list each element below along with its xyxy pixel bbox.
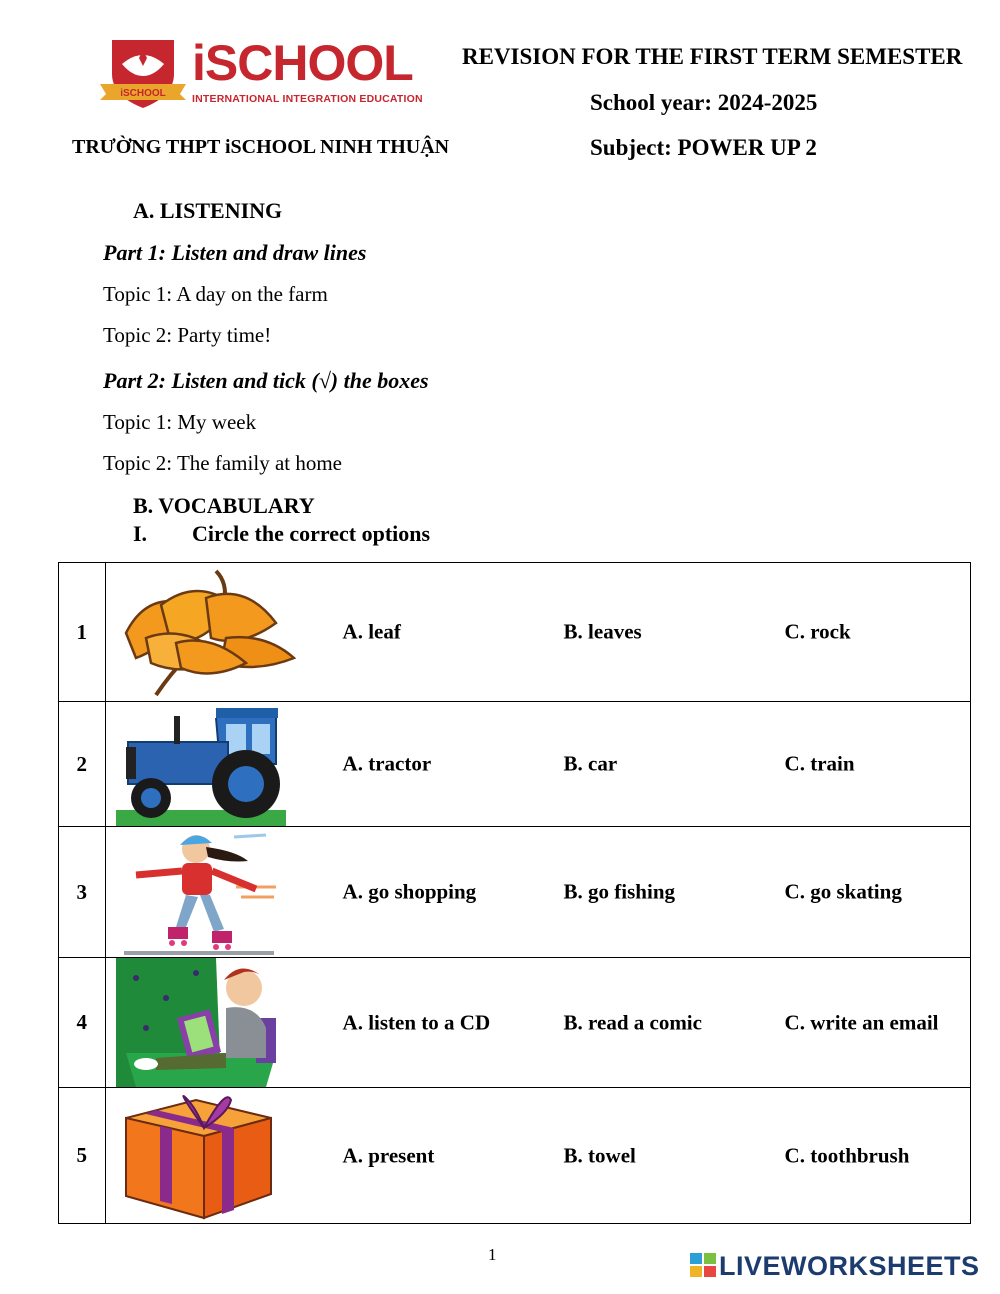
subject-line [590, 135, 817, 161]
option-a[interactable]: A. listen to a CD [342, 1010, 491, 1034]
document-title: REVISION FOR THE FIRST TERM SEMESTER [462, 44, 963, 69]
school-year: School year: 2024-2025 [590, 90, 818, 115]
part1-heading: Part 1: Listen and draw lines [103, 240, 367, 265]
svg-text:iSCHOOL: iSCHOOL [120, 88, 166, 99]
option-a[interactable]: A. go shopping [342, 879, 477, 904]
logo-wordmark: iSCHOOL [192, 35, 413, 91]
question-number: 3 [59, 827, 106, 958]
skater-icon [116, 827, 296, 957]
option-c[interactable]: C. train [784, 751, 855, 776]
liveworksheets-watermark [690, 1251, 980, 1284]
question-number: 2 [59, 702, 106, 827]
part1-topic-1: Topic 1: A day on the farm [103, 282, 328, 306]
option-b[interactable]: B. towel [563, 1143, 636, 1167]
subject-value: : POWER UP 2 [664, 135, 817, 160]
option-b[interactable]: B. go fishing [563, 879, 675, 904]
table-row [59, 563, 971, 702]
table-row [59, 1088, 971, 1224]
part2-topic-2: Topic 2: The family at home [103, 451, 342, 475]
vocabulary-heading: B. VOCABULARY [133, 493, 315, 518]
boy-reading-icon [116, 958, 296, 1087]
exercise-number: I. [133, 521, 148, 546]
option-c[interactable]: C. toothbrush [784, 1143, 910, 1167]
option-b[interactable]: B. car [563, 751, 618, 776]
subject-label: Subject [590, 135, 665, 160]
question-cell [105, 1088, 970, 1224]
crest-icon [100, 36, 190, 116]
option-a[interactable]: A. leaf [342, 619, 401, 644]
school-name: TRƯỜNG THPT iSCHOOL NINH THUẬN [72, 136, 450, 158]
option-c[interactable]: C. write an email [784, 1010, 939, 1034]
question-cell [105, 702, 970, 827]
present-icon [116, 1088, 296, 1223]
option-c[interactable]: C. rock [784, 619, 851, 644]
question-number: 5 [59, 1088, 106, 1224]
listening-heading: A. LISTENING [133, 198, 283, 223]
table-row [59, 702, 971, 827]
option-b[interactable]: B. leaves [563, 619, 642, 644]
question-number: 1 [59, 563, 106, 702]
question-cell [105, 958, 970, 1088]
liveworksheets-logo-icon [690, 1253, 718, 1279]
part1-topic-2: Topic 2: Party time! [103, 323, 272, 347]
exercise-title: Circle the correct options [192, 521, 431, 546]
question-number: 4 [59, 958, 106, 1088]
page-number: 1 [488, 1245, 497, 1264]
option-c[interactable]: C. go skating [784, 879, 902, 904]
part2-heading: Part 2: Listen and tick (√) the boxes [103, 368, 429, 393]
question-cell [105, 827, 970, 958]
option-a[interactable]: A. tractor [342, 751, 432, 776]
liveworksheets-text: LIVEWORKSHEETS [719, 1251, 980, 1281]
tractor-icon [116, 702, 296, 826]
option-b[interactable]: B. read a comic [563, 1010, 702, 1034]
vocabulary-table [58, 562, 971, 1224]
table-row [59, 827, 971, 958]
option-a[interactable]: A. present [342, 1143, 435, 1167]
logo-subtitle: INTERNATIONAL INTEGRATION EDUCATION [192, 93, 423, 105]
leaves-icon [116, 563, 296, 701]
table-row [59, 958, 971, 1088]
question-cell [105, 563, 970, 702]
part2-topic-1: Topic 1: My week [103, 410, 257, 434]
